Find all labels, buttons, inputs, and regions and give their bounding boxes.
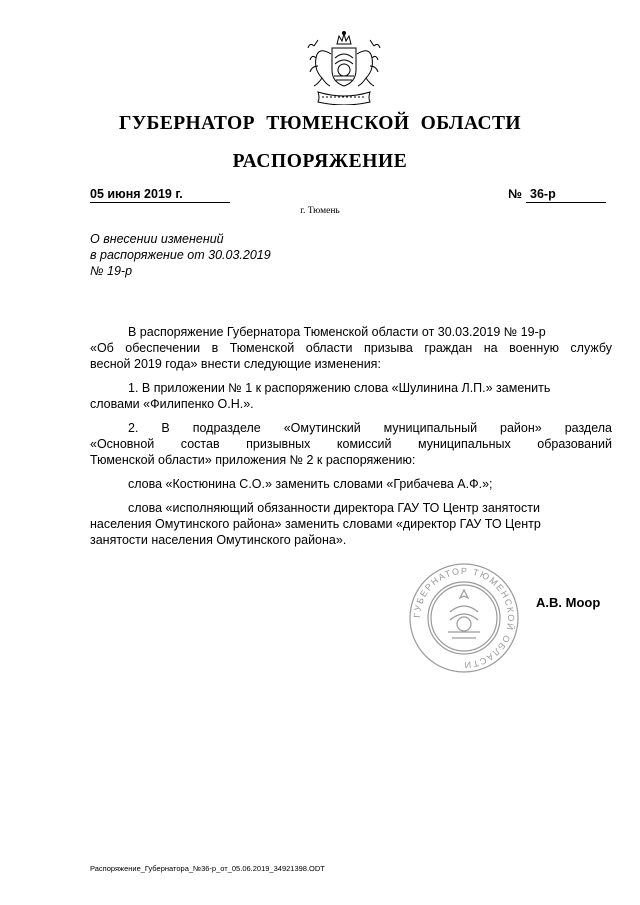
body-paragraph	[90, 324, 612, 372]
tyumen-region-coat-of-arms-icon	[304, 30, 384, 105]
footer-filename: Распоряжение_Губернатора_№36-р_от_05.06.2019_34921398.ODT	[90, 864, 325, 873]
signer-name: А.В. Моор	[536, 595, 601, 610]
body-line: населения Омутинского района» заменить словами «директор ГАУ ТО Центр	[90, 517, 541, 531]
body-paragraph	[90, 420, 612, 468]
official-seal-stamp-icon	[408, 562, 520, 674]
body-line: слова «исполняющий обязанности директора ГАУ ТО Центр занятости	[128, 501, 540, 515]
body-paragraph	[90, 500, 612, 548]
body-line: Тюменской области» приложения № 2 к распоряжению:	[90, 453, 416, 467]
document-subject	[90, 231, 390, 279]
subject-line: № 19-р	[90, 264, 133, 278]
body-line: «Об обеспечении в Тюменской области призыва граждан на военную службу	[90, 341, 612, 355]
body-paragraph	[90, 380, 612, 412]
issuing-authority-title: ГУБЕРНАТОР ТЮМЕНСКОЙ ОБЛАСТИ	[119, 113, 521, 134]
body-line: весной 2019 года» внести следующие изменения:	[90, 357, 381, 371]
body-line: В распоряжение Губернатора Тюменской области от 30.03.2019 № 19-р	[128, 325, 546, 339]
number-sign: №	[508, 187, 522, 201]
body-line: занятости населения Омутинского района».	[90, 533, 347, 547]
subject-line: в распоряжение от 30.03.2019	[90, 248, 271, 262]
document-date: 05 июня 2019 г.	[90, 187, 230, 203]
body-line: словами «Филипенко О.Н.».	[90, 397, 254, 411]
subject-line: О внесении изменений	[90, 232, 224, 246]
document-body	[90, 324, 612, 556]
body-line: слова «Костюнина С.О.» заменить словами «Грибачева А.Ф.»;	[128, 477, 493, 491]
body-line: «Основной состав призывных комиссий муниципальных образований	[90, 437, 612, 451]
body-line: 1. В приложении № 1 к распоряжению слова «Шулинина Л.П.» заменить	[128, 381, 551, 395]
document-city: г. Тюмень	[300, 206, 340, 216]
number-value: 36-р	[526, 187, 606, 203]
stamp-text: ГУБЕРНАТОР ТЮМЕНСКОЙ ОБЛАСТИ	[411, 565, 517, 671]
body-line: 2. В подразделе «Омутинский муниципальный район» раздела	[128, 421, 612, 435]
document-number	[508, 187, 606, 203]
document-type-title: РАСПОРЯЖЕНИЕ	[232, 151, 408, 172]
body-paragraph	[90, 476, 612, 492]
